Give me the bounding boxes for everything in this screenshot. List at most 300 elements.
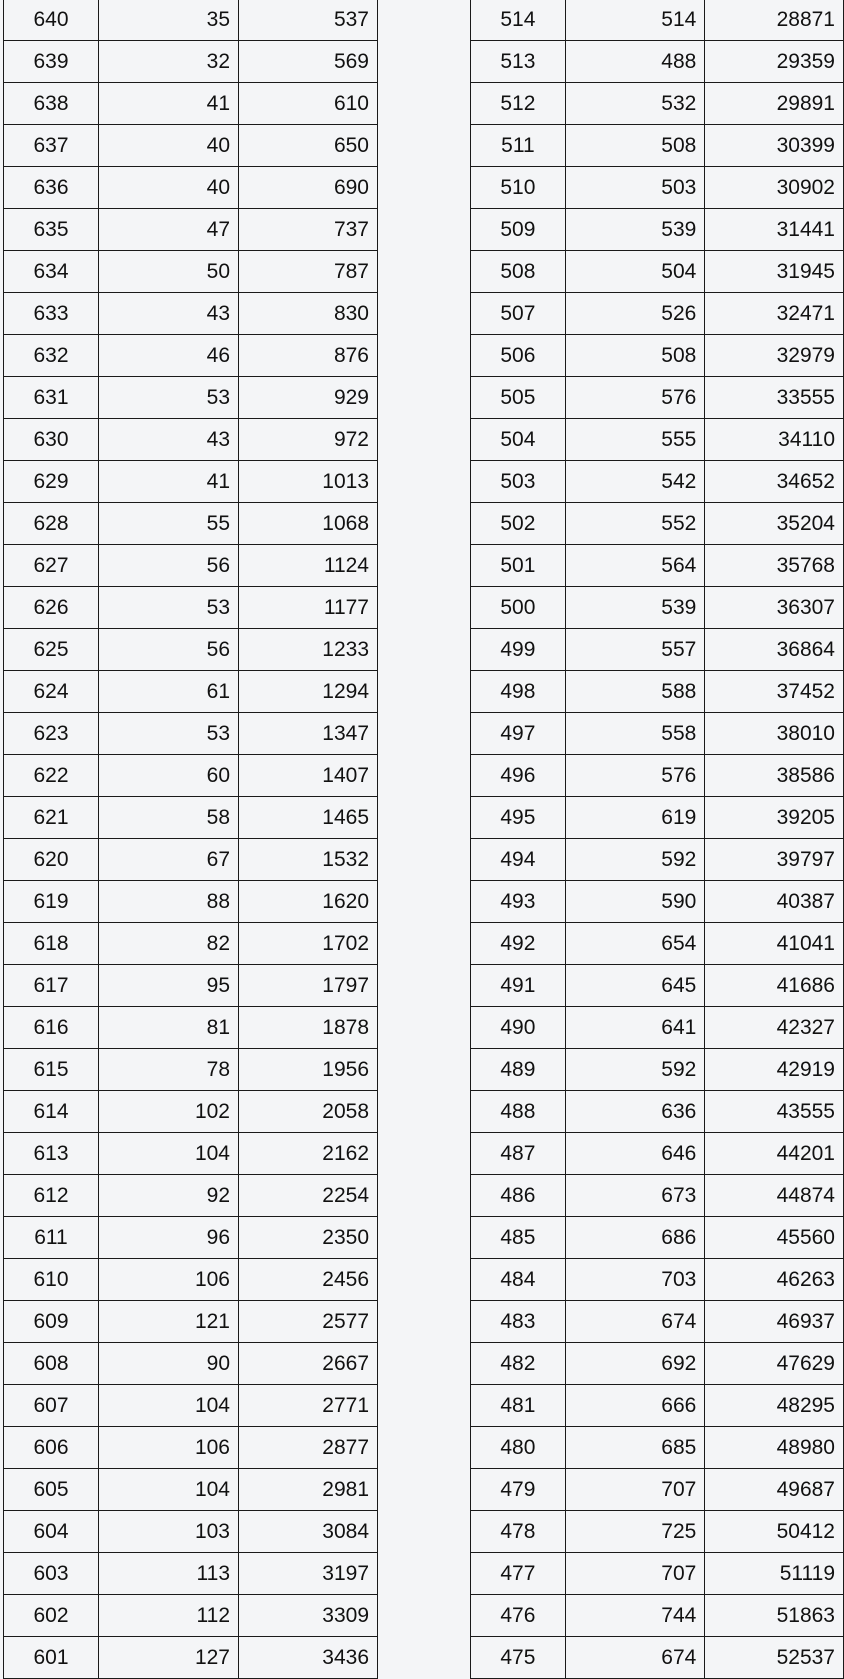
score-cell: 484 — [471, 1259, 566, 1301]
cumulative-cell: 1294 — [239, 671, 378, 713]
cumulative-cell: 2350 — [239, 1217, 378, 1259]
score-cell: 621 — [4, 797, 99, 839]
score-cell: 493 — [471, 881, 566, 923]
table-row — [4, 965, 378, 1007]
count-cell: 41 — [99, 461, 239, 503]
score-cell: 624 — [4, 671, 99, 713]
count-cell: 592 — [565, 839, 705, 881]
count-cell: 35 — [99, 0, 239, 41]
count-cell: 81 — [99, 1007, 239, 1049]
cumulative-cell: 32471 — [705, 293, 844, 335]
cumulative-cell: 52537 — [705, 1637, 844, 1679]
cumulative-cell: 37452 — [705, 671, 844, 713]
count-cell: 106 — [99, 1427, 239, 1469]
cumulative-cell: 1013 — [239, 461, 378, 503]
cumulative-cell: 1347 — [239, 713, 378, 755]
score-cell: 615 — [4, 1049, 99, 1091]
table-row — [471, 797, 844, 839]
table-row — [471, 0, 844, 41]
score-cell: 613 — [4, 1133, 99, 1175]
score-cell: 514 — [471, 0, 566, 41]
count-cell: 588 — [565, 671, 705, 713]
cumulative-cell: 34110 — [705, 419, 844, 461]
table-row — [4, 1553, 378, 1595]
count-cell: 121 — [99, 1301, 239, 1343]
cumulative-cell: 29891 — [705, 83, 844, 125]
score-cell: 489 — [471, 1049, 566, 1091]
table-row — [471, 1595, 844, 1637]
score-cell: 500 — [471, 587, 566, 629]
count-cell: 50 — [99, 251, 239, 293]
score-cell: 476 — [471, 1595, 566, 1637]
table-row — [4, 1511, 378, 1553]
cumulative-cell: 36864 — [705, 629, 844, 671]
table-row — [4, 1427, 378, 1469]
cumulative-cell: 1532 — [239, 839, 378, 881]
score-cell: 616 — [4, 1007, 99, 1049]
score-cell: 637 — [4, 125, 99, 167]
cumulative-cell: 2577 — [239, 1301, 378, 1343]
count-cell: 40 — [99, 125, 239, 167]
cumulative-cell: 47629 — [705, 1343, 844, 1385]
count-cell: 56 — [99, 545, 239, 587]
score-cell: 496 — [471, 755, 566, 797]
table-row — [4, 461, 378, 503]
cumulative-cell: 1177 — [239, 587, 378, 629]
cumulative-cell: 2771 — [239, 1385, 378, 1427]
table-row — [4, 1175, 378, 1217]
table-row — [471, 1637, 844, 1679]
table-row — [471, 125, 844, 167]
score-cell: 490 — [471, 1007, 566, 1049]
table-row — [471, 83, 844, 125]
cumulative-cell: 1620 — [239, 881, 378, 923]
score-cell: 631 — [4, 377, 99, 419]
table-row — [471, 587, 844, 629]
count-cell: 41 — [99, 83, 239, 125]
cumulative-cell: 51119 — [705, 1553, 844, 1595]
table-row — [471, 293, 844, 335]
score-cell: 635 — [4, 209, 99, 251]
cumulative-cell: 31441 — [705, 209, 844, 251]
cumulative-cell: 31945 — [705, 251, 844, 293]
count-cell: 654 — [565, 923, 705, 965]
count-cell: 646 — [565, 1133, 705, 1175]
score-cell: 603 — [4, 1553, 99, 1595]
count-cell: 88 — [99, 881, 239, 923]
cumulative-cell: 1797 — [239, 965, 378, 1007]
cumulative-cell: 46937 — [705, 1301, 844, 1343]
score-cell: 629 — [4, 461, 99, 503]
table-row — [471, 419, 844, 461]
count-cell: 744 — [565, 1595, 705, 1637]
cumulative-cell: 2254 — [239, 1175, 378, 1217]
score-cell: 507 — [471, 293, 566, 335]
cumulative-cell: 3084 — [239, 1511, 378, 1553]
score-cell: 495 — [471, 797, 566, 839]
score-cell: 501 — [471, 545, 566, 587]
table-row — [471, 1133, 844, 1175]
count-cell: 592 — [565, 1049, 705, 1091]
count-cell: 503 — [565, 167, 705, 209]
table-row — [471, 881, 844, 923]
score-cell: 611 — [4, 1217, 99, 1259]
count-cell: 576 — [565, 377, 705, 419]
cumulative-cell: 3197 — [239, 1553, 378, 1595]
score-cell: 509 — [471, 209, 566, 251]
cumulative-cell: 1956 — [239, 1049, 378, 1091]
cumulative-cell: 830 — [239, 293, 378, 335]
table-row — [471, 1301, 844, 1343]
score-cell: 627 — [4, 545, 99, 587]
score-cell: 475 — [471, 1637, 566, 1679]
cumulative-cell: 690 — [239, 167, 378, 209]
cumulative-cell: 36307 — [705, 587, 844, 629]
cumulative-cell: 610 — [239, 83, 378, 125]
table-row — [4, 209, 378, 251]
table-row — [471, 335, 844, 377]
table-row — [471, 41, 844, 83]
score-cell: 628 — [4, 503, 99, 545]
cumulative-cell: 41041 — [705, 923, 844, 965]
table-row — [471, 461, 844, 503]
cumulative-cell: 537 — [239, 0, 378, 41]
count-cell: 673 — [565, 1175, 705, 1217]
table-row — [4, 1049, 378, 1091]
table-row — [4, 1217, 378, 1259]
cumulative-cell: 1068 — [239, 503, 378, 545]
score-cell: 481 — [471, 1385, 566, 1427]
count-cell: 127 — [99, 1637, 239, 1679]
count-cell: 555 — [565, 419, 705, 461]
cumulative-cell: 737 — [239, 209, 378, 251]
table-row — [471, 1175, 844, 1217]
table-row — [471, 545, 844, 587]
count-cell: 488 — [565, 41, 705, 83]
count-cell: 92 — [99, 1175, 239, 1217]
score-cell: 638 — [4, 83, 99, 125]
score-cell: 502 — [471, 503, 566, 545]
score-cell: 620 — [4, 839, 99, 881]
score-cell: 618 — [4, 923, 99, 965]
count-cell: 557 — [565, 629, 705, 671]
table-row — [471, 1469, 844, 1511]
cumulative-cell: 2667 — [239, 1343, 378, 1385]
score-table-right — [470, 0, 844, 1679]
score-cell: 608 — [4, 1343, 99, 1385]
table-row — [471, 923, 844, 965]
count-cell: 104 — [99, 1385, 239, 1427]
score-cell: 636 — [4, 167, 99, 209]
table-row — [4, 797, 378, 839]
table-row — [4, 1133, 378, 1175]
score-cell: 480 — [471, 1427, 566, 1469]
count-cell: 532 — [565, 83, 705, 125]
cumulative-cell: 50412 — [705, 1511, 844, 1553]
score-table-left — [3, 0, 378, 1679]
table-row — [4, 1469, 378, 1511]
score-cell: 508 — [471, 251, 566, 293]
score-cell: 606 — [4, 1427, 99, 1469]
count-cell: 564 — [565, 545, 705, 587]
count-cell: 104 — [99, 1469, 239, 1511]
table-row — [471, 1259, 844, 1301]
table-row — [471, 1553, 844, 1595]
cumulative-cell: 33555 — [705, 377, 844, 419]
cumulative-cell: 1407 — [239, 755, 378, 797]
table-row — [471, 1049, 844, 1091]
score-cell: 610 — [4, 1259, 99, 1301]
cumulative-cell: 44874 — [705, 1175, 844, 1217]
score-cell: 630 — [4, 419, 99, 461]
count-cell: 104 — [99, 1133, 239, 1175]
cumulative-cell: 2058 — [239, 1091, 378, 1133]
table-row — [4, 1259, 378, 1301]
table-row — [471, 1343, 844, 1385]
table-row — [4, 83, 378, 125]
cumulative-cell: 48295 — [705, 1385, 844, 1427]
cumulative-cell: 3309 — [239, 1595, 378, 1637]
count-cell: 56 — [99, 629, 239, 671]
table-row — [471, 209, 844, 251]
table-row — [471, 1217, 844, 1259]
score-cell: 633 — [4, 293, 99, 335]
cumulative-cell: 38010 — [705, 713, 844, 755]
cumulative-cell: 972 — [239, 419, 378, 461]
table-row — [471, 167, 844, 209]
score-cell: 602 — [4, 1595, 99, 1637]
count-cell: 113 — [99, 1553, 239, 1595]
count-cell: 703 — [565, 1259, 705, 1301]
count-cell: 576 — [565, 755, 705, 797]
table-row — [4, 923, 378, 965]
score-cell: 619 — [4, 881, 99, 923]
cumulative-cell: 787 — [239, 251, 378, 293]
table-row — [4, 1007, 378, 1049]
table-row — [471, 377, 844, 419]
table-row — [4, 713, 378, 755]
cumulative-cell: 42327 — [705, 1007, 844, 1049]
score-cell: 497 — [471, 713, 566, 755]
count-cell: 542 — [565, 461, 705, 503]
table-row — [4, 671, 378, 713]
cumulative-cell: 41686 — [705, 965, 844, 1007]
table-row — [4, 419, 378, 461]
cumulative-cell: 1878 — [239, 1007, 378, 1049]
table-row — [471, 755, 844, 797]
count-cell: 686 — [565, 1217, 705, 1259]
score-cell: 506 — [471, 335, 566, 377]
cumulative-cell: 2877 — [239, 1427, 378, 1469]
score-cell: 483 — [471, 1301, 566, 1343]
count-cell: 619 — [565, 797, 705, 839]
cumulative-cell: 2456 — [239, 1259, 378, 1301]
score-cell: 612 — [4, 1175, 99, 1217]
cumulative-cell: 35768 — [705, 545, 844, 587]
cumulative-cell: 929 — [239, 377, 378, 419]
count-cell: 53 — [99, 587, 239, 629]
count-cell: 102 — [99, 1091, 239, 1133]
score-cell: 609 — [4, 1301, 99, 1343]
score-cell: 607 — [4, 1385, 99, 1427]
count-cell: 636 — [565, 1091, 705, 1133]
score-cell: 488 — [471, 1091, 566, 1133]
cumulative-cell: 30399 — [705, 125, 844, 167]
count-cell: 82 — [99, 923, 239, 965]
score-cell: 626 — [4, 587, 99, 629]
score-cell: 503 — [471, 461, 566, 503]
table-row — [4, 755, 378, 797]
score-cell: 510 — [471, 167, 566, 209]
table-row — [4, 1385, 378, 1427]
score-cell: 482 — [471, 1343, 566, 1385]
count-cell: 508 — [565, 335, 705, 377]
table-row — [471, 629, 844, 671]
count-cell: 685 — [565, 1427, 705, 1469]
table-row — [4, 839, 378, 881]
count-cell: 539 — [565, 209, 705, 251]
cumulative-cell: 32979 — [705, 335, 844, 377]
score-cell: 512 — [471, 83, 566, 125]
cumulative-cell: 35204 — [705, 503, 844, 545]
count-cell: 58 — [99, 797, 239, 839]
cumulative-cell: 49687 — [705, 1469, 844, 1511]
count-cell: 61 — [99, 671, 239, 713]
cumulative-cell: 42919 — [705, 1049, 844, 1091]
score-cell: 498 — [471, 671, 566, 713]
table-row — [471, 1385, 844, 1427]
count-cell: 514 — [565, 0, 705, 41]
score-cell: 511 — [471, 125, 566, 167]
cumulative-cell: 45560 — [705, 1217, 844, 1259]
count-cell: 32 — [99, 41, 239, 83]
count-cell: 46 — [99, 335, 239, 377]
count-cell: 674 — [565, 1637, 705, 1679]
score-cell: 479 — [471, 1469, 566, 1511]
cumulative-cell: 30902 — [705, 167, 844, 209]
cumulative-cell: 51863 — [705, 1595, 844, 1637]
table-row — [471, 251, 844, 293]
table-row — [4, 0, 378, 41]
cumulative-cell: 38586 — [705, 755, 844, 797]
score-cell: 625 — [4, 629, 99, 671]
count-cell: 508 — [565, 125, 705, 167]
count-cell: 43 — [99, 419, 239, 461]
cumulative-cell: 46263 — [705, 1259, 844, 1301]
count-cell: 90 — [99, 1343, 239, 1385]
cumulative-cell: 44201 — [705, 1133, 844, 1175]
table-row — [4, 335, 378, 377]
cumulative-cell: 569 — [239, 41, 378, 83]
score-cell: 494 — [471, 839, 566, 881]
score-cell: 477 — [471, 1553, 566, 1595]
cumulative-cell: 1702 — [239, 923, 378, 965]
cumulative-cell: 40387 — [705, 881, 844, 923]
table-row — [4, 881, 378, 923]
cumulative-cell: 650 — [239, 125, 378, 167]
score-cell: 634 — [4, 251, 99, 293]
table-row — [4, 629, 378, 671]
count-cell: 552 — [565, 503, 705, 545]
count-cell: 539 — [565, 587, 705, 629]
count-cell: 666 — [565, 1385, 705, 1427]
table-row — [4, 377, 378, 419]
count-cell: 707 — [565, 1553, 705, 1595]
score-cell: 499 — [471, 629, 566, 671]
table-row — [4, 1091, 378, 1133]
score-cell: 487 — [471, 1133, 566, 1175]
score-cell: 639 — [4, 41, 99, 83]
cumulative-cell: 1124 — [239, 545, 378, 587]
table-row — [4, 503, 378, 545]
score-cell: 513 — [471, 41, 566, 83]
table-row — [4, 1637, 378, 1679]
count-cell: 526 — [565, 293, 705, 335]
count-cell: 106 — [99, 1259, 239, 1301]
table-row — [471, 1511, 844, 1553]
score-cell: 492 — [471, 923, 566, 965]
table-row — [471, 965, 844, 1007]
cumulative-cell: 3436 — [239, 1637, 378, 1679]
count-cell: 60 — [99, 755, 239, 797]
score-cell: 622 — [4, 755, 99, 797]
count-cell: 43 — [99, 293, 239, 335]
table-row — [4, 587, 378, 629]
count-cell: 641 — [565, 1007, 705, 1049]
score-cell: 504 — [471, 419, 566, 461]
cumulative-cell: 1233 — [239, 629, 378, 671]
count-cell: 103 — [99, 1511, 239, 1553]
count-cell: 692 — [565, 1343, 705, 1385]
score-cell: 617 — [4, 965, 99, 1007]
count-cell: 67 — [99, 839, 239, 881]
score-cell: 485 — [471, 1217, 566, 1259]
table-row — [4, 167, 378, 209]
count-cell: 590 — [565, 881, 705, 923]
table-row — [4, 293, 378, 335]
cumulative-cell: 39205 — [705, 797, 844, 839]
score-cell: 491 — [471, 965, 566, 1007]
cumulative-cell: 28871 — [705, 0, 844, 41]
score-cell: 486 — [471, 1175, 566, 1217]
count-cell: 78 — [99, 1049, 239, 1091]
count-cell: 95 — [99, 965, 239, 1007]
cumulative-cell: 1465 — [239, 797, 378, 839]
count-cell: 47 — [99, 209, 239, 251]
cumulative-cell: 29359 — [705, 41, 844, 83]
cumulative-cell: 34652 — [705, 461, 844, 503]
count-cell: 645 — [565, 965, 705, 1007]
table-row — [471, 671, 844, 713]
score-cell: 604 — [4, 1511, 99, 1553]
table-row — [4, 1301, 378, 1343]
table-row — [471, 713, 844, 755]
cumulative-cell: 39797 — [705, 839, 844, 881]
count-cell: 53 — [99, 377, 239, 419]
score-cell: 614 — [4, 1091, 99, 1133]
count-cell: 725 — [565, 1511, 705, 1553]
score-cell: 605 — [4, 1469, 99, 1511]
table-row — [471, 1427, 844, 1469]
cumulative-cell: 2162 — [239, 1133, 378, 1175]
count-cell: 707 — [565, 1469, 705, 1511]
count-cell: 674 — [565, 1301, 705, 1343]
score-cell: 478 — [471, 1511, 566, 1553]
table-row — [4, 1343, 378, 1385]
table-row — [471, 1007, 844, 1049]
table-row — [4, 545, 378, 587]
table-row — [471, 1091, 844, 1133]
